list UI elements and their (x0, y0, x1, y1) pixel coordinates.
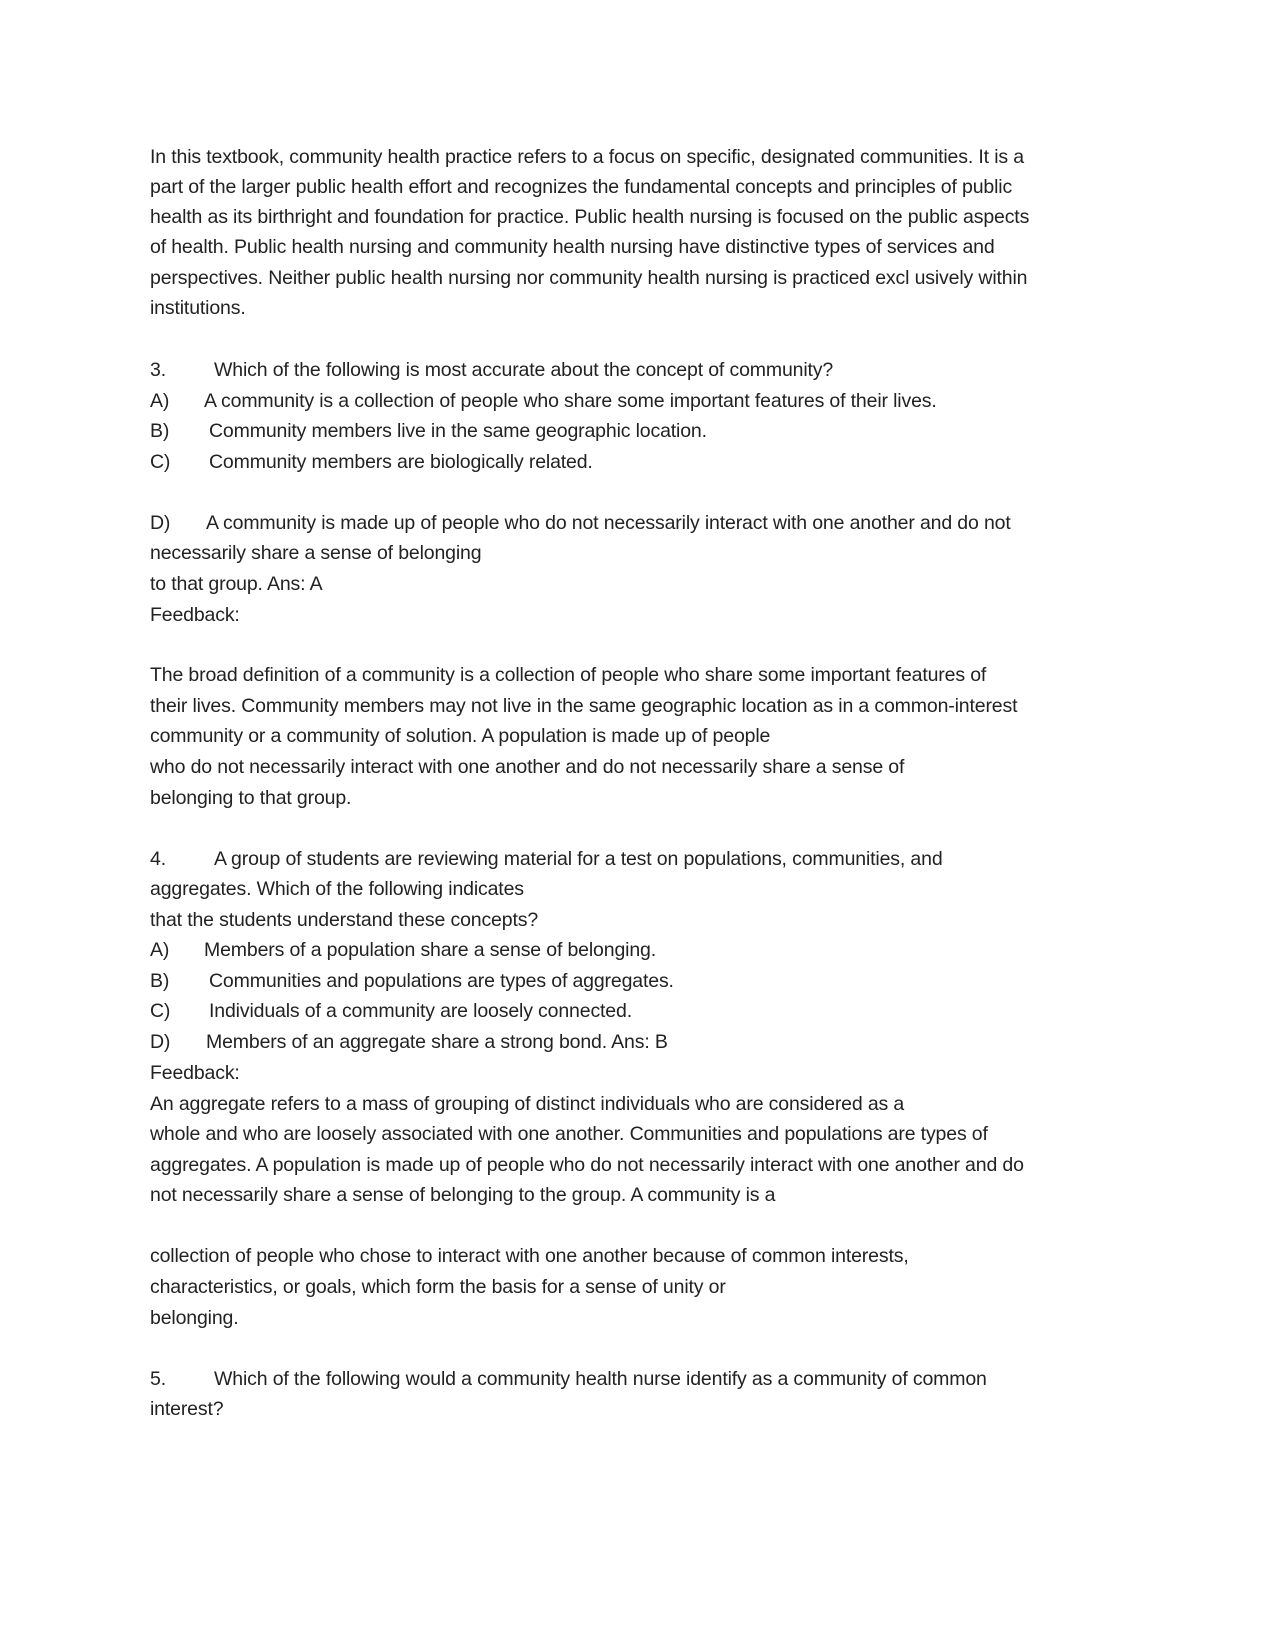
option-text-continued: to that group. Ans: A (150, 573, 323, 595)
feedback-line: aggregates. A population is made up of people who do not necessarily interact with one another and do (150, 1154, 1024, 1176)
option-letter: A) (150, 939, 170, 961)
feedback-line: their lives. Community members may not live in the same geographic location as in a common-interest (150, 695, 1018, 717)
option-text: Members of a population share a sense of belonging. (204, 939, 656, 961)
question-number: 3. (150, 359, 166, 381)
question-text: A group of students are reviewing material for a test on populations, communities, and (214, 848, 943, 870)
feedback-line: characteristics, or goals, which form the basis for a sense of unity or (150, 1276, 726, 1298)
question-text-continued: interest? (150, 1398, 224, 1420)
feedback-label: Feedback: (150, 604, 240, 626)
feedback-line: An aggregate refers to a mass of grouping of distinct individuals who are considered as a (150, 1093, 905, 1115)
feedback-line: The broad definition of a community is a collection of people who share some important features of (150, 664, 987, 686)
option-text: Community members live in the same geographic location. (209, 420, 707, 442)
option-text: Members of an aggregate share a strong bond. Ans: B (206, 1031, 668, 1053)
feedback-line: community or a community of solution. A population is made up of people (150, 725, 771, 747)
intro-line: of health. Public health nursing and community health nursing have distinctive types of services and (150, 236, 995, 258)
option-letter: C) (150, 1000, 171, 1022)
question-number: 4. (150, 848, 166, 870)
question-text-continued: aggregates. Which of the following indicates (150, 878, 524, 900)
question-text-continued: that the students understand these concepts? (150, 909, 539, 931)
feedback-line: whole and who are loosely associated with one another. Communities and populations are types of (150, 1123, 988, 1145)
intro-line: institutions. (150, 297, 246, 319)
option-text: Individuals of a community are loosely connected. (209, 1000, 632, 1022)
option-letter: A) (150, 390, 170, 412)
feedback-line: belonging to that group. (150, 787, 352, 809)
intro-line: perspectives. Neither public health nursing nor community health nursing is practiced excl usively within (150, 267, 1028, 289)
option-letter: D) (150, 1031, 171, 1053)
option-text: Community members are biologically related. (209, 451, 593, 473)
feedback-line: not necessarily share a sense of belonging to the group. A community is a (150, 1184, 776, 1206)
question-number: 5. (150, 1368, 166, 1390)
intro-line: part of the larger public health effort and recognizes the fundamental concepts and principles of public (150, 176, 1013, 198)
intro-line: health as its birthright and foundation for practice. Public health nursing is focused on the public aspects (150, 206, 1030, 228)
question-text: Which of the following is most accurate about the concept of community? (214, 359, 834, 381)
option-letter: D) (150, 512, 171, 534)
option-text: Communities and populations are types of aggregates. (209, 970, 674, 992)
feedback-line: who do not necessarily interact with one another and do not necessarily share a sense of (150, 756, 905, 778)
feedback-line: belonging. (150, 1307, 239, 1329)
question-text: Which of the following would a community health nurse identify as a community of common (214, 1368, 987, 1390)
option-text-continued: necessarily share a sense of belonging (150, 542, 482, 564)
option-letter: B) (150, 970, 170, 992)
option-text: A community is made up of people who do not necessarily interact with one another and do not (206, 512, 1011, 534)
feedback-line: collection of people who chose to interact with one another because of common interests, (150, 1245, 909, 1267)
intro-line: In this textbook, community health practice refers to a focus on specific, designated communities. It is a (150, 146, 1024, 168)
feedback-label: Feedback: (150, 1062, 240, 1084)
option-letter: C) (150, 451, 171, 473)
option-text: A community is a collection of people who share some important features of their lives. (204, 390, 937, 412)
option-letter: B) (150, 420, 170, 442)
